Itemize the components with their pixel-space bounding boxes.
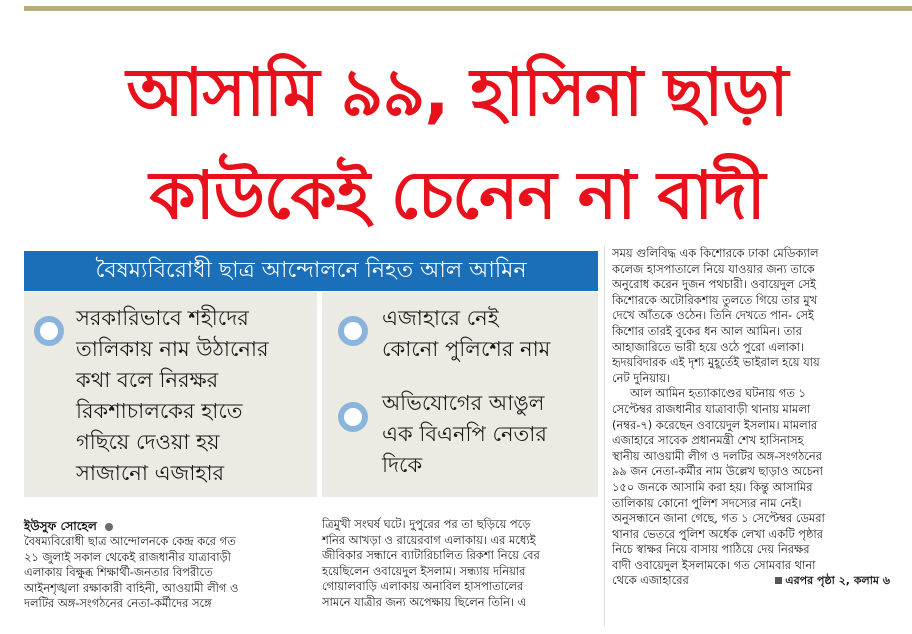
subhead-left-line: সরকারিভাবে শহীদের xyxy=(76,306,249,330)
article-column-2 xyxy=(322,517,598,611)
subhead-left-line: কথা বলে নিরক্ষর xyxy=(76,368,219,392)
circle-bullet-icon xyxy=(34,316,64,346)
article-line: স্থানীয় আওয়ামী লীগ ও দলটির অঙ্গ-সংগঠনের xyxy=(612,448,822,463)
headline-line-1: আসামি ৯৯, হাসিনা ছাড়া xyxy=(126,54,788,131)
byline-dot-icon xyxy=(105,523,113,531)
article-line: কিশোর তারই বুকের ধন আল আমিন। তার xyxy=(612,323,802,338)
article-line-last xyxy=(612,573,890,589)
article-line: শনির আখড়া ও রায়েরবাগ এলাকায়। এর মধ্যেই xyxy=(322,532,536,547)
article-line: হৃদয়বিদারক এই দৃশ্য মুহূর্তেই ভাইরাল হয়ে যায় xyxy=(612,355,820,370)
article-line: নেট দুনিয়ায়। xyxy=(612,370,671,385)
subhead-left-text xyxy=(76,303,269,489)
article-line: গোয়ালবাড়ি এলাকায় অনাবিল হাসপাতালের xyxy=(322,579,524,594)
article-line: বাদী ওবায়েদুল ইসলামকে। গত সোমবার থানা xyxy=(612,557,816,572)
article-line: আল আমিন হত্যাকাণ্ডের ঘটনায় গত ১ xyxy=(630,386,806,401)
square-bullet-icon xyxy=(775,577,782,584)
article-line: হয়েছিলেন ওবায়েদুল ইসলাম। সন্ধ্যায় দনিয়ার xyxy=(322,563,526,578)
article-line: (নম্বর-৭) করেছেন ওবায়েদুল ইসলাম। মামলার xyxy=(612,417,818,432)
continuation-label: এরপর পৃষ্ঠা ২, কলাম ৬ xyxy=(785,574,890,588)
continuation-note xyxy=(775,573,890,589)
column-divider xyxy=(604,246,605,626)
circle-bullet-icon xyxy=(338,316,368,346)
subhead-left-line: সাজানো এজাহার xyxy=(76,461,225,485)
article-line: এজাহারে সাবেক প্রধানমন্ত্রী শেখ হাসিনাসহ xyxy=(612,433,804,448)
article-line: নিচে স্বাক্ষর নিয়ে বাসায় পাঠিয়ে দেয় নিরক্ষর xyxy=(612,542,810,557)
article-line: ৯৯ জন নেতা-কর্মীর নাম উল্লেখ ছাড়াও অচেনা xyxy=(612,464,823,479)
article-line: সেপ্টেম্বর রাজধানীর যাত্রাবাড়ী থানায় মামলা xyxy=(612,401,811,416)
article-line: ত্রিমুখী সংঘর্ষ ঘটে। দুপুরের পর তা ছড়িয়ে পড়ে xyxy=(322,517,531,531)
subhead-left-line: তালিকায় নাম উঠানোর xyxy=(76,337,269,361)
article-line: আহাজারিতে ভারী হয়ে ওঠে পুরো এলাকা। xyxy=(612,339,805,354)
article-column-1 xyxy=(24,534,316,612)
article-line: কলেজ হাসপাতালে নিয়ে যাওয়ার জন্য তাকে xyxy=(612,261,815,276)
article-line: এলাকায় বিক্ষুব্ধ শিক্ষার্থী-জনতার বিপরীতে xyxy=(24,565,213,580)
article-line: বৈষম্যবিরোধী ছাত্র আন্দোলনকে কেন্দ্র করে গত xyxy=(24,534,236,548)
byline-name: ইউসুফ সোহেল xyxy=(24,519,97,533)
subhead-right-bottom-text xyxy=(382,388,547,481)
subhead-panel-right xyxy=(322,292,598,497)
subhead-right-bottom-line: দিকে xyxy=(382,453,423,477)
article-line: আইনশৃঙ্খলা রক্ষাকারী বাহিনী, আওয়ামী লীগ ও xyxy=(24,580,239,595)
subhead-right-top-line: এজাহারে নেই xyxy=(382,306,499,330)
headline-line-2: কাউকেই চেনেন না বাদী xyxy=(149,157,765,234)
circle-bullet-icon xyxy=(338,402,368,432)
subhead-right-bottom-line: অভিযোগের আঙুল xyxy=(382,391,545,415)
article-line: দলটির অঙ্গ-সংগঠনের নেতা-কর্মীদের সঙ্গে xyxy=(24,596,212,611)
kicker-bar: বৈষম্যবিরোধী ছাত্র আন্দোলনে নিহত আল আমিন xyxy=(24,251,598,291)
article-line: দেখে আঁতকে ওঠেন। তিনি দেখতে পান- সেই xyxy=(612,308,814,323)
article-line: অনুসন্ধানে জানা গেছে, গত ১ সেপ্টেম্বর ডেমরা xyxy=(612,511,825,526)
article-line: ১৫০ জনকে আসামি করা হয়। কিন্তু আসামির xyxy=(612,479,813,494)
article-line: সামনে যাত্রীর জন্য অপেক্ষায় ছিলেন তিনি। এ xyxy=(322,594,527,609)
article-column-3 xyxy=(612,246,890,589)
top-rule xyxy=(24,6,912,11)
article-line: থেকে এজাহারের xyxy=(612,573,689,588)
article-line: সময় গুলিবিদ্ধ এক কিশোরকে ঢাকা মেডিক্যাল xyxy=(612,246,819,260)
subhead-right-top-text xyxy=(382,303,550,365)
subhead-left-line: গছিয়ে দেওয়া হয় xyxy=(76,430,220,454)
subhead-right-top-line: কোনো পুলিশের নাম xyxy=(382,337,551,361)
article-line: থানার ভেতরে পুলিশ অর্ধেক লেখা একটি পৃষ্ঠার xyxy=(612,526,823,541)
article-line: অনুরোধ করেন দুজন পথচারী। ওবায়েদুল সেই xyxy=(612,277,816,292)
article-line: ২১ জুলাই সকাল থেকেই রাজধানীর যাত্রাবাড়ী xyxy=(24,549,231,564)
article-line: জীবিকার সন্ধানে ব্যাটারিচালিত রিকশা নিয়ে বের xyxy=(322,548,540,563)
article-line: তালিকায় কোনো পুলিশ সদস্যের নাম নেই। xyxy=(612,495,802,510)
article-line: কিশোরকে অটোরিকশায় তুলতে গিয়ে তার মুখ xyxy=(612,292,818,307)
subhead-right-bottom-line: এক বিএনপি নেতার xyxy=(382,422,547,446)
subhead-left-line: রিকশাচালকের হাতে xyxy=(76,399,243,423)
subhead-panel-left xyxy=(24,292,317,497)
